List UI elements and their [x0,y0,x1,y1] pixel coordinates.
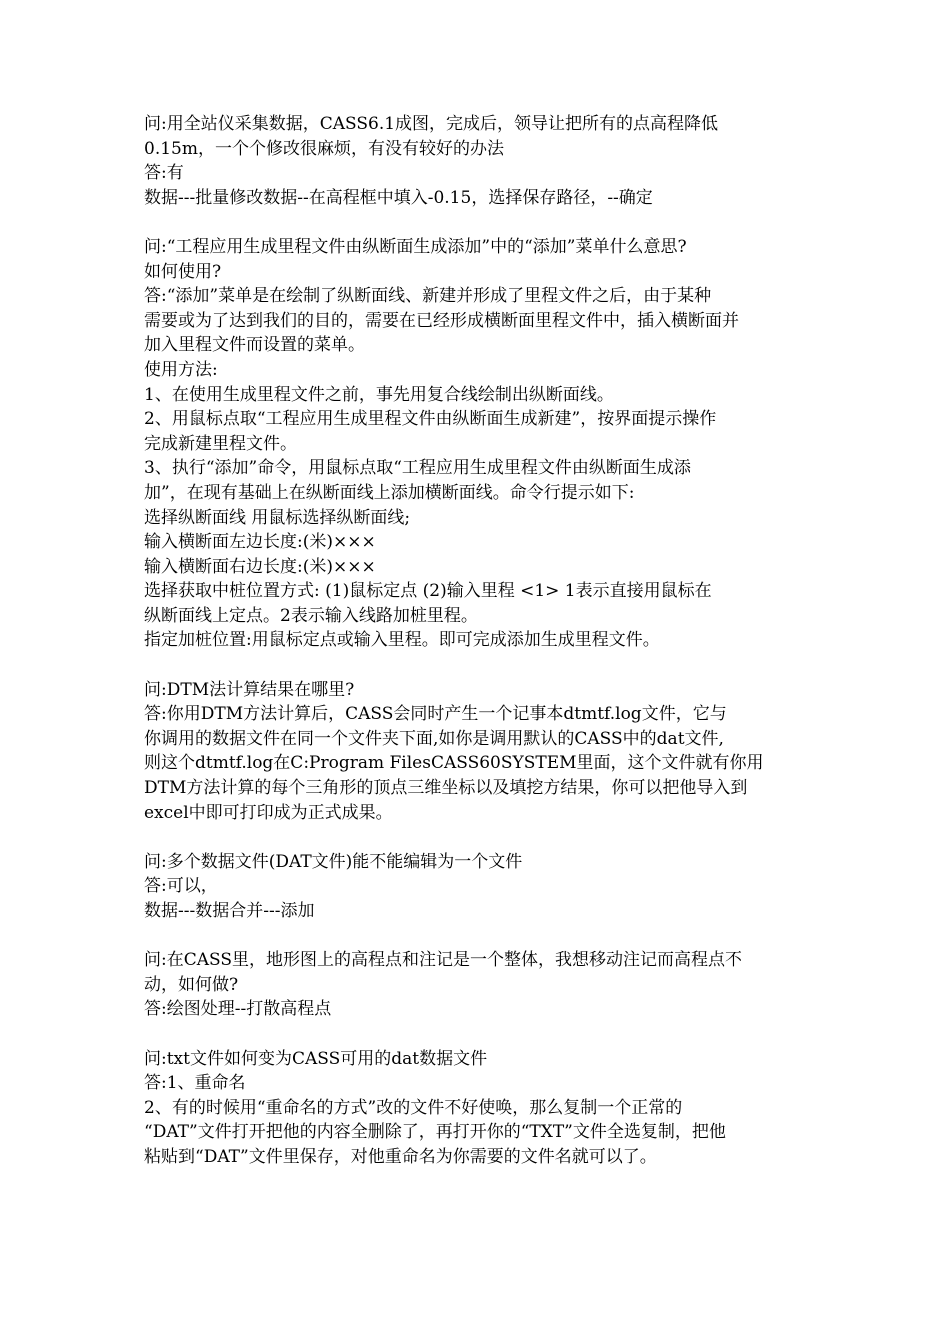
text-line: 粘贴到“DAT”文件里保存，对他重命名为你需要的文件名就可以了。 [144,1146,657,1167]
text-line: 答:有 [144,163,184,184]
text-line: 加入里程文件而设置的菜单。 [144,335,365,356]
document-page [144,112,816,1170]
text-line: 答:“添加”菜单是在绘制了纵断面线、新建并形成了里程文件之后，由于某种 [144,286,712,307]
text-line: 问:在CASS里，地形图上的高程点和注记是一个整体，我想移动注记而高程点不 [144,950,743,971]
text-line: 你调用的数据文件在同一个文件夹下面,如你是调用默认的CASS中的dat文件, [144,728,724,749]
text-line: 指定加桩位置:用鼠标定点或输入里程。即可完成添加生成里程文件。 [144,630,660,651]
text-line: 0.15m，一个个修改很麻烦，有没有较好的办法 [144,138,504,159]
text-line: 答:1、重命名 [144,1073,246,1094]
blank-line [144,653,816,678]
text-line: 答:可以， [144,876,218,897]
text-line: 1、在使用生成里程文件之前，事先用复合线绘制出纵断面线。 [144,384,614,405]
text-line: 需要或为了达到我们的目的，需要在已经形成横断面里程文件中，插入横断面并 [144,310,739,331]
text-line: 输入横断面右边长度:(米)××× [144,556,376,577]
text-line: 数据---批量修改数据--在高程框中填入-0.15，选择保存路径，--确定 [144,187,653,208]
text-line: 2、有的时候用“重命名的方式”改的文件不好使唤，那么复制一个正常的 [144,1097,683,1118]
text-line: 则这个dtmtf.log在C:Program FilesCASS60SYSTEM里面，这个文件就有你用 [144,753,764,774]
text-line: 输入横断面左边长度:(米)××× [144,532,376,553]
text-line: 问:DTM法计算结果在哪里? [144,679,355,700]
blank-line [144,210,816,235]
text-line: 动，如何做? [144,974,239,995]
text-line: 3、执行“添加”命令，用鼠标点取“工程应用生成里程文件由纵断面生成添 [144,458,691,479]
text-line: 问:txt文件如何变为CASS可用的dat数据文件 [144,1048,488,1069]
text-line: 使用方法: [144,359,218,380]
text-line: 问:“工程应用生成里程文件由纵断面生成添加”中的“添加”菜单什么意思? [144,236,687,257]
text-line: 纵断面线上定点。2表示输入线路加桩里程。 [144,605,478,626]
text-line: 数据---数据合并---添加 [144,901,315,921]
blank-line [144,825,816,850]
text-line: 如何使用? [144,261,222,282]
text-line: 答:你用DTM方法计算后，CASS会同时产生一个记事本dtmtf.log文件，它与 [144,704,727,725]
text-line: 完成新建里程文件。 [144,433,297,454]
blank-line [144,1022,816,1047]
text-line: 2、用鼠标点取“工程应用生成里程文件由纵断面生成新建”，按界面提示操作 [144,409,717,430]
text-line: excel中即可打印成为正式成果。 [144,802,393,823]
text-line: 选择纵断面线 用鼠标选择纵断面线; [144,507,411,528]
blank-line [144,924,816,949]
text-line: 选择获取中桩位置方式: (1)鼠标定点 (2)输入里程 <1> 1表示直接用鼠标在 [144,581,712,602]
text-line: 问:多个数据文件(DAT文件)能不能编辑为一个文件 [144,851,523,872]
text-line: 答:绘图处理--打散高程点 [144,999,332,1020]
text-line: DTM方法计算的每个三角形的顶点三维坐标以及填挖方结果，你可以把他导入到 [144,778,748,799]
text-line: 问:用全站仪采集数据，CASS6.1成图，完成后，领导让把所有的点高程降低 [144,114,719,134]
text-line: “DAT”文件打开把他的内容全删除了，再打开你的“TXT”文件全选复制，把他 [144,1122,726,1143]
text-line: 加”，在现有基础上在纵断面线上添加横断面线。命令行提示如下: [144,482,635,503]
